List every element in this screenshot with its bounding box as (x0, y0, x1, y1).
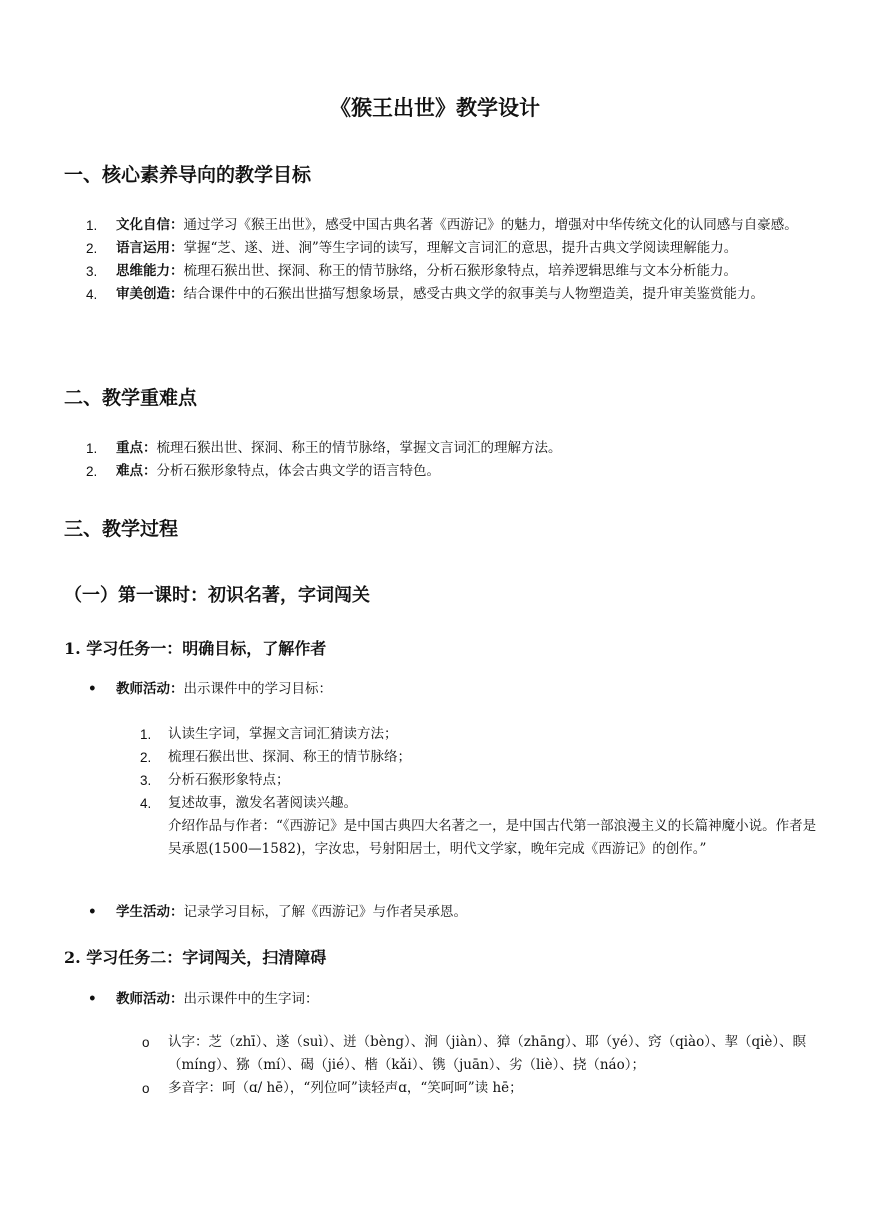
list-number: 3. (140, 773, 152, 788)
item-label: 语言运用： (116, 240, 184, 256)
task2-teacher-activity (88, 988, 818, 1011)
bullet-dot: • (88, 904, 97, 920)
item-text: 复述故事，激发名著阅读兴趣。 (168, 795, 357, 811)
bullet-dot: • (88, 681, 97, 697)
bullet-dot: • (88, 991, 97, 1007)
learning-goals-list (140, 723, 820, 861)
author-intro: 介绍作品与作者：“《西游记》是中国古典四大名著之一，是中国古代第一部浪漫主义的长篇神魔小说。作者是吴承恩(1500—1582)，字汝忠，号射阳居士，明代文学家，晚年完成《西游记》的创作。” (168, 818, 817, 857)
activity-label: 教师活动： (116, 681, 184, 697)
list-item (86, 260, 816, 283)
item-text: 结合课件中的石猴出世描写想象场景，感受古典文学的叙事美与人物塑造美，提升审美鉴赏能力。 (183, 286, 764, 302)
list-item (140, 723, 820, 746)
task2-heading: 2. 学习任务二：字词闯关，扫清障碍 (64, 948, 327, 967)
list-number: 2. (140, 750, 152, 765)
task1-teacher-activity (88, 678, 818, 701)
list-item (140, 769, 820, 792)
activity-text: 出示课件中的生字词： (183, 991, 319, 1007)
activity-text: 出示课件中的学习目标： (183, 681, 332, 697)
item-text: 梳理石猴出世、探洞、称王的情节脉络； (168, 749, 411, 765)
section-heading-goals: 一、核心素养导向的教学目标 (64, 164, 312, 186)
list-item (142, 1031, 822, 1077)
list-item (86, 283, 816, 306)
list-number: 1. (86, 218, 98, 233)
item-text: 多音字：呵（ɑ/ hē），“列位呵”读轻声ɑ，“笑呵呵”读 hē； (168, 1080, 523, 1096)
document-title: 《猴王出世》教学设计 (330, 95, 540, 120)
list-number: 3. (86, 264, 98, 279)
item-text: 分析石猴形象特点； (168, 772, 290, 788)
item-label: 重点： (116, 440, 157, 456)
key-points-list (86, 437, 816, 483)
list-item (86, 460, 816, 483)
vocabulary-list (142, 1031, 822, 1100)
lesson-heading: （一）第一课时：初识名著，字词闯关 (64, 585, 370, 606)
item-text: 梳理石猴出世、探洞、称王的情节脉络，掌握文言词汇的理解方法。 (156, 440, 562, 456)
item-label: 思维能力： (116, 263, 184, 279)
item-text: 掌握“芝、遂、迸、涧”等生字词的读写，理解文言词汇的意思，提升古典文学阅读理解能力。 (183, 240, 738, 256)
item-label: 审美创造： (116, 286, 184, 302)
section-heading-process: 三、教学过程 (64, 518, 179, 540)
list-number: 4. (140, 796, 152, 811)
item-text: 认读生字词，掌握文言词汇猜读方法； (168, 726, 398, 742)
circle-bullet: o (142, 1081, 150, 1096)
list-number: 1. (86, 441, 98, 456)
task1-heading: 1. 学习任务一：明确目标，了解作者 (64, 639, 327, 658)
item-label: 文化自信： (116, 217, 184, 233)
list-item (140, 792, 820, 861)
list-item (86, 437, 816, 460)
list-number: 1. (140, 727, 152, 742)
circle-bullet: o (142, 1035, 150, 1050)
task1-student-activity (88, 901, 818, 924)
activity-label: 学生活动： (116, 904, 184, 920)
activity-label: 教师活动： (116, 991, 184, 1007)
activity-text: 记录学习目标，了解《西游记》与作者吴承恩。 (183, 904, 467, 920)
list-item (86, 237, 816, 260)
list-item (140, 746, 820, 769)
item-text: 分析石猴形象特点，体会古典文学的语言特色。 (156, 463, 440, 479)
section-heading-key-points: 二、教学重难点 (64, 387, 198, 409)
list-item (86, 214, 816, 237)
item-text: 通过学习《猴王出世》，感受中国古典名著《西游记》的魅力，增强对中华传统文化的认同感与自豪感。 (183, 217, 798, 233)
item-label: 难点： (116, 463, 157, 479)
list-number: 4. (86, 287, 98, 302)
goals-list (86, 214, 816, 306)
list-number: 2. (86, 241, 98, 256)
item-text: 梳理石猴出世、探洞、称王的情节脉络，分析石猴形象特点，培养逻辑思维与文本分析能力。 (183, 263, 737, 279)
item-text: 认字：芝（zhī）、遂（suì）、迸（bèng）、涧（jiàn）、獐（zhāng）、耶（yé）、窍（qiào）、挈（qiè）、瞑（míng）、猕（mí）、碣（jié）、楷（kǎi）、镌（juān）、劣（liè）、挠（náo）； (168, 1034, 807, 1073)
list-number: 2. (86, 464, 98, 479)
list-item (142, 1077, 822, 1100)
